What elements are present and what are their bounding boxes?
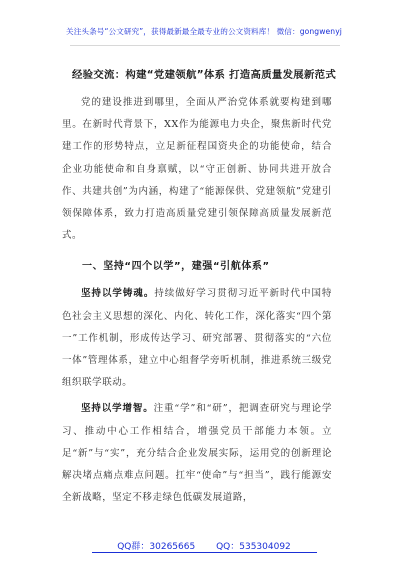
footer-underline: [92, 552, 317, 553]
qq-group: QQ群：30265665: [117, 542, 196, 552]
section-heading: 一、坚持“四个以学”，建强“引航体系”: [82, 261, 270, 273]
paragraph-study-soul: [62, 283, 332, 394]
document-body: [62, 92, 332, 509]
contact-footer: [0, 539, 408, 552]
paragraph-text: 持续做好学习贯彻习近平新时代中国特色社会主义思想的深化、内化、转化工作，深化落实“四个第一”工作机制，形成传达学习、研究部署、贯彻落实的“六位一体”管理体系，建立中心组督学旁听机制，推进系统三级党组织联学联动。: [62, 288, 332, 389]
intro-paragraph: 党的建设推进到哪里，全面从严治党体系就要构建到哪里。在新时代背景下，XX作为能源电力央企，聚焦新时代党建工作的形势特点，立足新征程国资央企的功能使命，结合企业功能使命和自身禀赋，以“守正创新、协同共进开放合作、共建共创”为内涵，构建了“能源保供、党建领航”党建引领保障体系，致力打造高质量党建引领保障高质量发展新范式。: [62, 97, 332, 242]
promo-header: 关注头条号“公文研究”，获得最新最全最专业的公文资料库！ 微信：gongwenyj: [66, 27, 342, 36]
header-divider: [70, 45, 340, 46]
qq-contact: QQ：535304092: [216, 542, 291, 552]
paragraph-lead: 坚持以学铸魂。: [81, 288, 155, 300]
document-title: 经验交流：构建“党建领航”体系 打造高质量发展新范式: [71, 69, 337, 81]
paragraph-text: 注重“学”和“研”，把调查研究与理论学习、推动中心工作相结合，增强党员干部能力本领。立足“新”与“实”，充分结合企业发展实际，运用党的创新理论解决堵点痛点难点问题。扛牢“使命”与“担当”，践行能源安全新战略，坚定不移走绿色低碳发展道路，: [62, 403, 332, 504]
paragraph-lead: 坚持以学增智。: [81, 403, 154, 415]
paragraph-study-wisdom: [62, 398, 332, 509]
